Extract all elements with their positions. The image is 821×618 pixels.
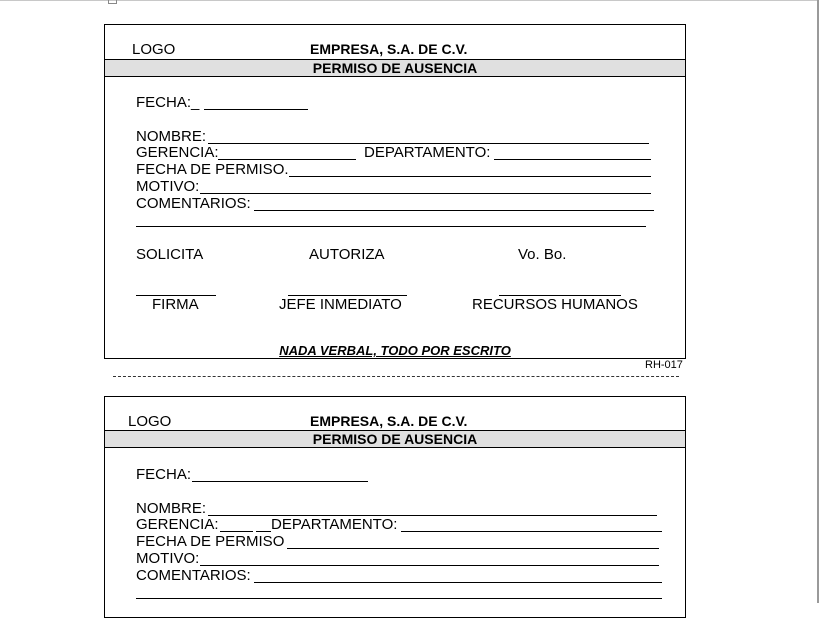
motivo-label: MOTIVO: <box>136 178 200 195</box>
logo-placeholder: LOGO <box>128 413 172 430</box>
cut-line <box>113 376 679 377</box>
fecha-permiso-line[interactable] <box>287 548 659 549</box>
comentarios-line-2[interactable] <box>136 598 662 599</box>
form-title-banner <box>105 59 685 77</box>
form-title: PERMISO DE AUSENCIA <box>312 431 478 447</box>
page-right-edge <box>817 0 819 603</box>
permit-form-2 <box>104 396 686 618</box>
firma-label: FIRMA <box>152 296 199 313</box>
motivo-line[interactable] <box>200 565 659 566</box>
comentarios-label: COMENTARIOS: <box>136 195 251 212</box>
fecha-label: FECHA:_ <box>136 94 200 111</box>
gerencia-line[interactable] <box>220 531 253 532</box>
comentarios-line[interactable] <box>254 582 662 583</box>
page-top-edge <box>0 0 817 1</box>
vobo-label: Vo. Bo. <box>518 246 567 263</box>
footer-note: NADA VERBAL, TODO POR ESCRITO <box>279 343 511 358</box>
departamento-line[interactable] <box>494 159 651 160</box>
nombre-label: NOMBRE: <box>136 500 207 517</box>
gerencia-line[interactable] <box>218 159 356 160</box>
recursos-humanos-label: RECURSOS HUMANOS <box>472 296 638 313</box>
permit-form-1 <box>104 24 686 359</box>
fecha-label: FECHA: <box>136 466 192 483</box>
gerencia-line-2[interactable] <box>256 531 271 532</box>
fecha-permiso-line[interactable] <box>289 176 651 177</box>
gerencia-label: GERENCIA: <box>136 516 219 533</box>
page-corner-mark <box>108 0 117 4</box>
form-title: PERMISO DE AUSENCIA <box>312 60 478 76</box>
departamento-line[interactable] <box>401 531 662 532</box>
nombre-label: NOMBRE: <box>136 128 207 145</box>
company-name: EMPRESA, S.A. DE C.V. <box>310 413 468 429</box>
solicita-label: SOLICITA <box>136 246 204 263</box>
comentarios-line[interactable] <box>254 210 654 211</box>
gerencia-label: GERENCIA: <box>136 144 219 161</box>
motivo-line[interactable] <box>200 193 651 194</box>
comentarios-label: COMENTARIOS: <box>136 567 251 584</box>
jefe-inmediato-label: JEFE INMEDIATO <box>279 296 402 313</box>
company-name: EMPRESA, S.A. DE C.V. <box>310 41 468 57</box>
motivo-label: MOTIVO: <box>136 550 200 567</box>
logo-placeholder: LOGO <box>132 41 176 58</box>
comentarios-line-2[interactable] <box>136 226 646 227</box>
form-title-banner <box>105 430 685 448</box>
fecha-line[interactable] <box>192 481 368 482</box>
autoriza-label: AUTORIZA <box>309 246 385 263</box>
departamento-label: DEPARTAMENTO: <box>364 144 491 161</box>
fecha-permiso-label: FECHA DE PERMISO <box>136 533 285 550</box>
departamento-label: DEPARTAMENTO: <box>271 516 398 533</box>
fecha-permiso-label: FECHA DE PERMISO. <box>136 161 289 178</box>
form-code: RH-017 <box>645 359 683 371</box>
fecha-line[interactable] <box>204 109 308 110</box>
